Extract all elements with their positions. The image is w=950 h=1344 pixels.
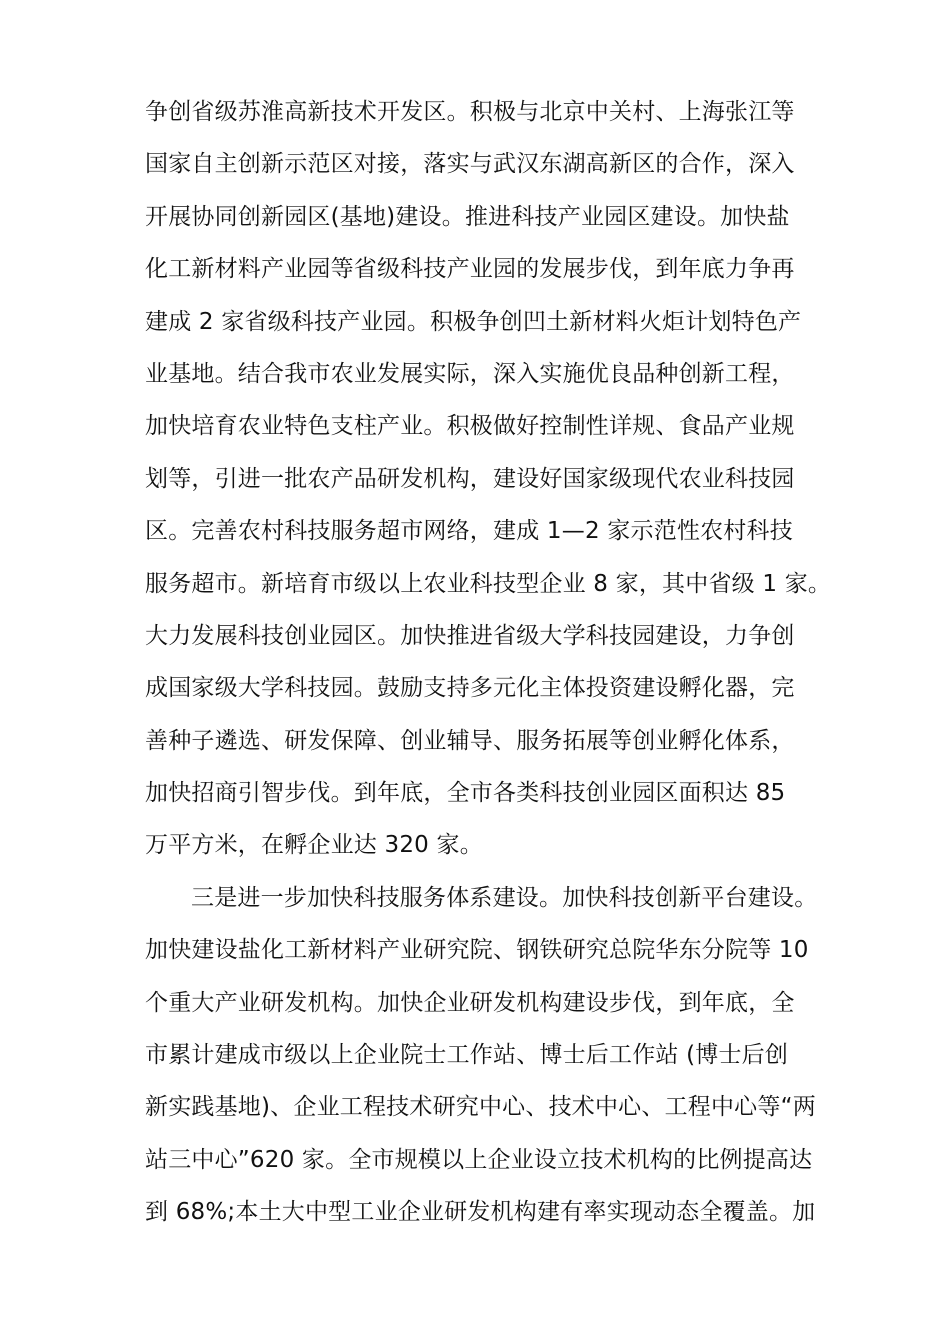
- text-line: 划等，引进一批农产品研发机构，建设好国家级现代农业科技园: [145, 465, 795, 492]
- text-line: 争创省级苏淮高新技术开发区。积极与北京中关村、上海张江等: [145, 99, 795, 125]
- text-line: 加快培育农业特色支柱产业。积极做好控制性详规、食品产业规: [145, 413, 795, 440]
- text-line: 成国家级大学科技园。鼓励支持多元化主体投资建设孵化器，完: [145, 675, 795, 702]
- document-body: [145, 86, 832, 1239]
- paragraph-first-line: 三是进一步加快科技服务体系建设。加快科技创新平台建设。: [191, 884, 818, 911]
- text-line: 到 68%;本土大中型工业企业研发机构建有率实现动态全覆盖。加: [145, 1199, 816, 1226]
- text-line: 个重大产业研发机构。加快企业研发机构建设步伐，到年底，全: [145, 989, 795, 1016]
- text-line: 善种子遴选、研发保障、创业辅导、服务拓展等创业孵化体系，: [145, 727, 795, 754]
- text-line: 业基地。结合我市农业发展实际，深入实施优良品种创新工程，: [145, 360, 795, 387]
- text-line: 建成 2 家省级科技产业园。积极争创凹土新材料火炬计划特色产: [145, 308, 802, 335]
- text-line: 开展协同创新园区(基地)建设。推进科技产业园区建设。加快盐: [145, 203, 790, 230]
- text-line: 加快建设盐化工新材料产业研究院、钢铁研究总院华东分院等 10: [145, 937, 809, 964]
- text-line: 万平方米，在孵企业达 320 家。: [145, 832, 483, 859]
- text-line: 加快招商引智步伐。到年底，全市各类科技创业园区面积达 85: [145, 780, 786, 807]
- text-line: 服务超市。新培育市级以上农业科技型企业 8 家，其中省级 1 家。: [145, 570, 832, 597]
- text-line: 站三中心”620 家。全市规模以上企业设立技术机构的比例提高达: [145, 1146, 813, 1173]
- text-line: 新实践基地)、企业工程技术研究中心、技术中心、工程中心等“两: [145, 1094, 816, 1121]
- text-line: 市累计建成市级以上企业院士工作站、博士后工作站 (博士后创: [145, 1042, 789, 1069]
- text-line: 化工新材料产业园等省级科技产业园的发展步伐，到年底力争再: [145, 256, 795, 283]
- text-line: 大力发展科技创业园区。加快推进省级大学科技园建设，力争创: [145, 622, 795, 649]
- text-line: 区。完善农村科技服务超市网络，建成 1—2 家示范性农村科技: [145, 518, 793, 545]
- text-line: 国家自主创新示范区对接，落实与武汉东湖高新区的合作，深入: [145, 151, 795, 178]
